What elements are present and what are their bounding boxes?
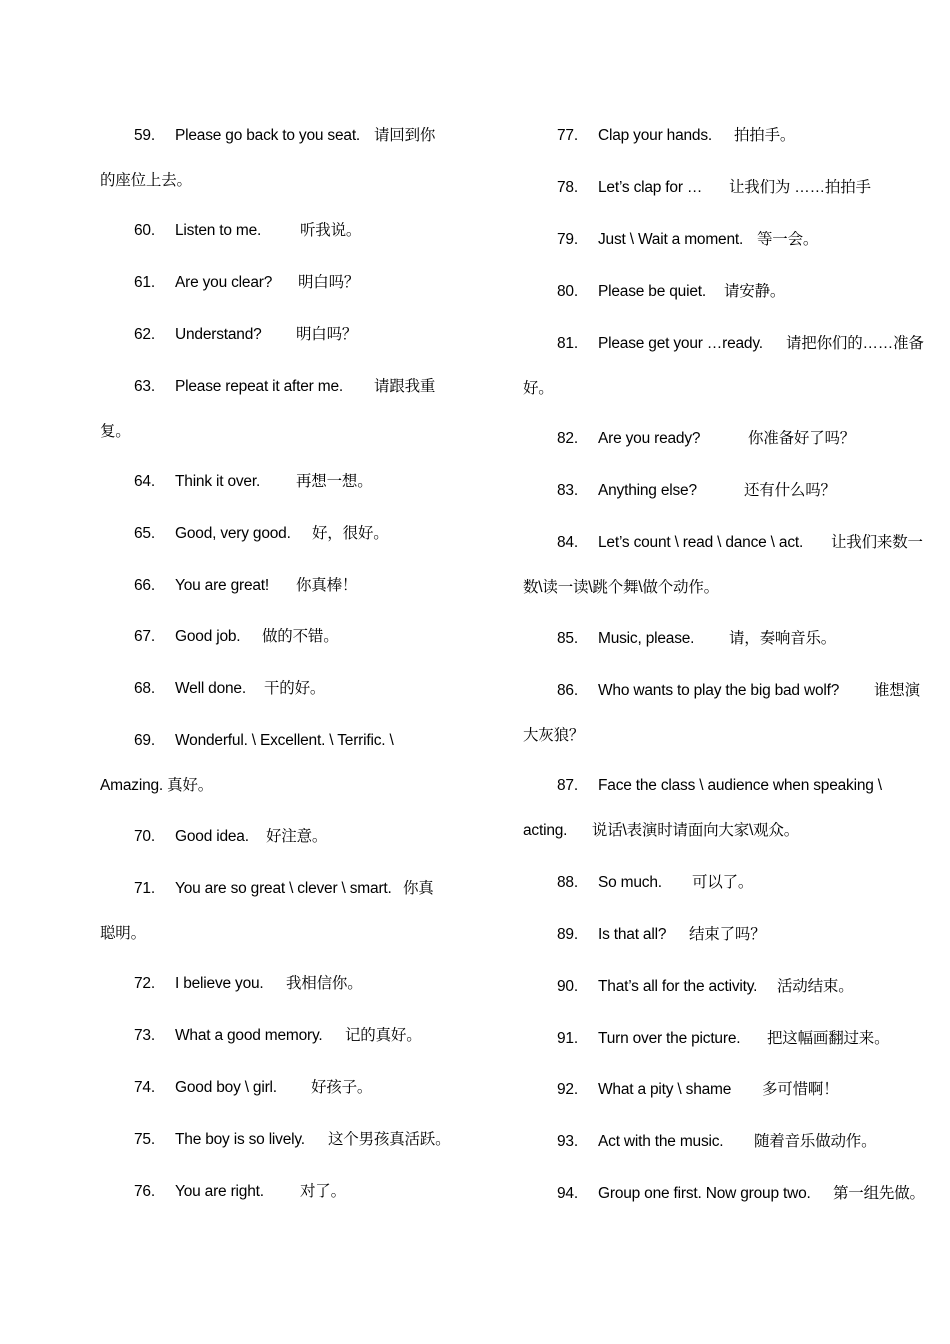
document-page: 59. Please go back to you seat. 请回到你 的座位上去。 60. Listen to me. 听我说。 61. Are you clear? 明白吗？ 62. Understand? 明白吗？ 63. Please repeat it after me. 请跟我重 复。 64. Think it over. 再想一想。 65. Good, very good. 好，很好。 66. You are great! 你真棒！ 67. Good job. 做的不错。 68. Well done. 干的好。 69. Wonderful. \ Excellent. \ Terrific. \ Amazing. 真好。 70. Good idea. 好注意。 71. You are so great \ clever \ smart. 你真 聪明。 72. I believe you. 我相信你。 73. What a good memory. 记的真好。 74. Good boy \ girl. 好孩子。 75. The boy is so lively. 这个男孩真活跃。 76. You are right. 对了。 77. Clap your hands. 拍拍手。 78. Let’s clap for … 让我们为 ……拍拍手 79. Just \ Wait a moment. 等一会。 80. Please be quiet. 请安静。 81. Please get your …ready. 请把你们的……准备 好。 82. Are you ready? 你准备好了吗？ 83. Anything else? 还有什么吗？ 84. Let’s count \ read \ dance \ act. 让我们来数一 数\读一读\跳个舞\做个动作。 85. Music, please. 请，奏响音乐。 86. Who wants to play the big bad wolf? 谁想演 大灰狼？ 87. Face the class \ audience when speaking \ acting. 说话\表演时请面向大家\观众。 88. So much. 可以了。 89. Is that all? 结束了吗？ 90. That’s all for the activity. 活动结束。 91. Turn over the picture. 把这幅画翻过来。 92. What a pity \ shame 多可惜啊！ 93. Act with the music. 随着音乐做动作。 94. Group one first. Now group two. 第一组先做。 [100,127,925,1202]
